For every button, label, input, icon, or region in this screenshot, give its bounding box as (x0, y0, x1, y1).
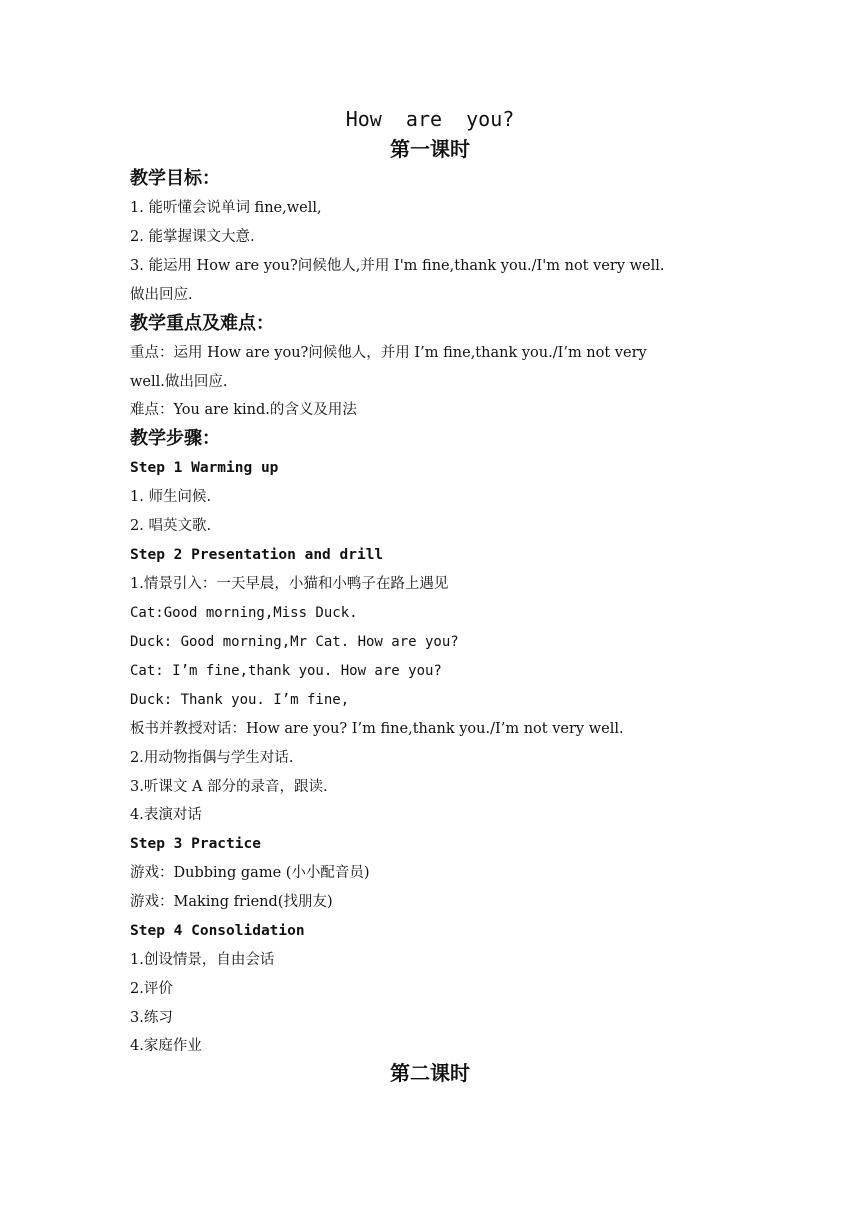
step-4-item: 3.练习 (130, 1010, 173, 1026)
step-4-title: Step 4 Consolidation (130, 923, 305, 939)
objective-line: 1. 能听懂会说单词 fine,well, (130, 200, 322, 216)
step-2-item: 板书并教授对话：How are you? I’m fine,thank you./I’m not very well. (130, 721, 624, 737)
keypoint-line: 重点：运用 How are you?问候他人，并用 I’m fine,thank you./I’m not very (130, 345, 647, 361)
step-2-title: Step 2 Presentation and drill (130, 547, 384, 563)
steps-heading: 教学步骤： (130, 428, 220, 449)
objectives-heading: 教学目标： (130, 168, 220, 189)
step-3-item: 游戏：Making friend(找朋友) (130, 894, 333, 910)
objective-line: 3. 能运用 How are you?问候他人,并用 I'm fine,thank you./I'm not very well. (130, 258, 665, 274)
step-3-title: Step 3 Practice (130, 836, 261, 852)
step-1-item: 1. 师生问候. (130, 489, 212, 505)
step-4-item: 1.创设情景，自由会话 (130, 952, 275, 968)
lesson-1-title: 第一课时 (390, 137, 470, 161)
step-1-item: 2. 唱英文歌. (130, 518, 212, 534)
step-2-item: 4.表演对话 (130, 807, 202, 823)
step-3-item: 游戏：Dubbing game (小小配音员) (130, 865, 370, 881)
document-title: How are you? (345, 107, 515, 131)
keypoints-heading: 教学重点及难点： (130, 313, 274, 334)
step-2-item: 2.用动物指偶与学生对话. (130, 750, 294, 766)
step-4-item: 4.家庭作业 (130, 1038, 202, 1054)
keypoint-line: well.做出回应. (130, 374, 228, 390)
dialogue-line: Cat: I’m fine,thank you. How are you? (130, 663, 442, 679)
objective-line: 2. 能掌握课文大意. (130, 229, 255, 245)
keypoint-line: 难点：You are kind.的含义及用法 (130, 402, 357, 418)
step-2-item: 1.情景引入：一天早晨，小猫和小鸭子在路上遇见 (130, 576, 449, 592)
lesson-2-title: 第二课时 (390, 1061, 470, 1085)
step-2-item: 3.听课文 A 部分的录音，跟读. (130, 779, 328, 795)
dialogue-line: Duck: Good morning,Mr Cat. How are you? (130, 634, 459, 650)
dialogue-line: Duck: Thank you. I’m fine, (130, 692, 350, 708)
dialogue-line: Cat:Good morning,Miss Duck. (130, 605, 358, 621)
objective-line: 做出回应. (130, 287, 193, 303)
step-4-item: 2.评价 (130, 981, 173, 997)
step-1-title: Step 1 Warming up (130, 460, 279, 476)
